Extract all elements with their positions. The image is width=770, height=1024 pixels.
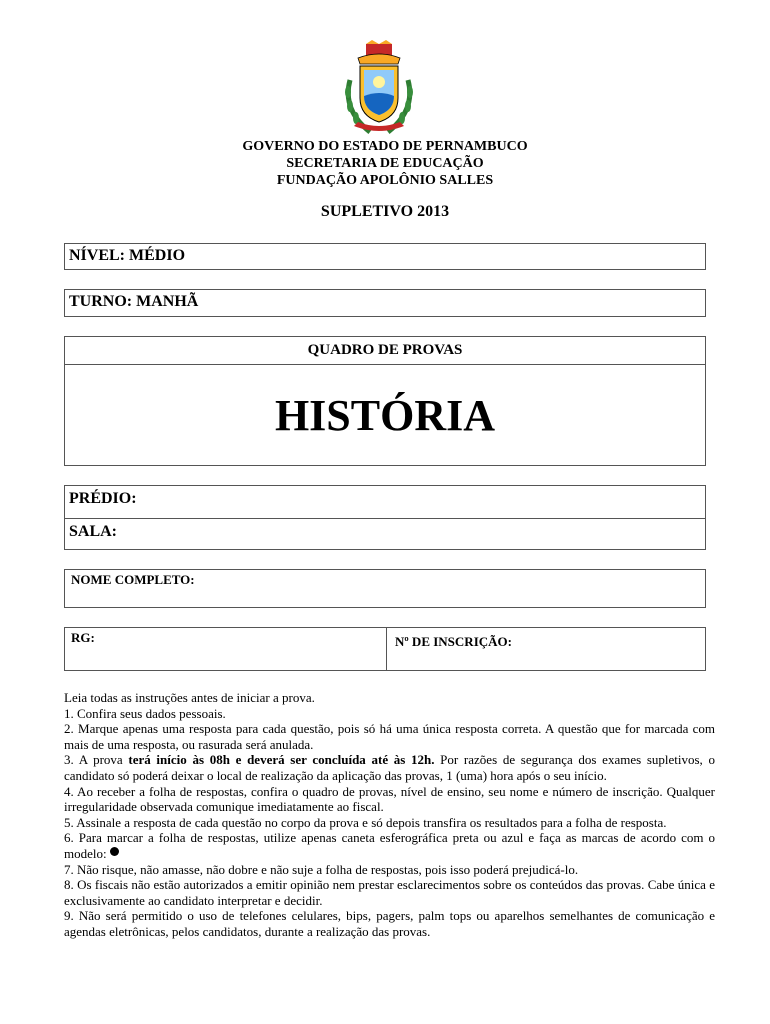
header-foundation: FUNDAÇÃO APOLÔNIO SALLES bbox=[276, 173, 494, 188]
header bbox=[0, 138, 770, 189]
nome-completo-field[interactable] bbox=[64, 569, 706, 608]
instructions-intro: Leia todas as instruções antes de iniciar a prova. bbox=[64, 690, 315, 705]
instruction-9: 9. Não será permitido o uso de telefones celulares, bips, pagers, palm tops ou aparelhos semelhantes de comunicação e agendas eletrônicas, pelos candidatos, durante a realização das provas. bbox=[64, 908, 715, 939]
instruction-2: 2. Marque apenas uma resposta para cada questão, pois só há uma única resposta correta. A questão que for marcada com mais de uma resposta, ou rasurada será anulada. bbox=[64, 721, 715, 752]
turno-label: TURNO: MANHÃ bbox=[69, 293, 199, 310]
location-box bbox=[64, 485, 706, 550]
nivel-label: NÍVEL: MÉDIO bbox=[69, 247, 186, 264]
instruction-3 bbox=[64, 752, 715, 783]
instruction-3-start: 3. A prova bbox=[64, 752, 129, 768]
filled-circle-icon bbox=[110, 847, 119, 856]
predio-label: PRÉDIO: bbox=[69, 490, 137, 507]
instruction-5: 5. Assinale a resposta de cada questão no corpo da prova e só depois transfira os resultados para a folha de resposta. bbox=[64, 814, 667, 830]
instructions bbox=[64, 690, 715, 940]
inscricao-field[interactable] bbox=[387, 628, 705, 670]
id-box bbox=[64, 627, 706, 671]
coat-of-arms-icon bbox=[340, 40, 418, 136]
quadro-label: QUADRO DE PROVAS bbox=[65, 337, 705, 365]
nome-label: NOME COMPLETO: bbox=[71, 572, 195, 587]
instruction-6-text: 6. Para marcar a folha de respostas, utilize apenas caneta esferográfica preta ou azul e faça as marcas de acordo com o modelo: bbox=[64, 830, 715, 861]
instruction-6 bbox=[64, 830, 715, 861]
header-government: GOVERNO DO ESTADO DE PERNAMBUCO bbox=[242, 139, 528, 154]
sala-field[interactable] bbox=[65, 518, 705, 550]
quadro-de-provas bbox=[64, 336, 706, 466]
turno-box bbox=[64, 289, 706, 317]
nivel-box bbox=[64, 243, 706, 270]
predio-field[interactable] bbox=[65, 486, 705, 518]
rg-field[interactable] bbox=[65, 628, 387, 670]
sala-label: SALA: bbox=[69, 523, 118, 540]
instruction-8: 8. Os fiscais não estão autorizados a emitir opinião nem prestar esclarecimentos sobre os conteúdos das provas. Cabe única e exclusivamente ao candidato interpretar e decidir. bbox=[64, 877, 715, 908]
subject-title: HISTÓRIA bbox=[274, 391, 496, 440]
instruction-1: 1. Confira seus dados pessoais. bbox=[64, 705, 226, 721]
rg-label: RG: bbox=[71, 630, 95, 645]
header-secretariat: SECRETARIA DE EDUCAÇÃO bbox=[286, 156, 484, 171]
instruction-4: 4. Ao receber a folha de respostas, confira o quadro de provas, nível de ensino, seu nome e número de inscrição. Qualquer irregularidade observada comunique imediatamente ao fiscal. bbox=[64, 783, 715, 815]
exam-title: SUPLETIVO 2013 bbox=[320, 203, 450, 220]
inscricao-label: Nº DE INSCRIÇÃO: bbox=[395, 634, 512, 649]
instruction-3-end: Por razões de segurança dos exames supletivos, o candidato só poderá deixar o local de realização da aplicação das provas, 1 (uma) hora após o seu início. bbox=[64, 752, 715, 783]
instruction-7: 7. Não risque, não amasse, não dobre e não suje a folha de respostas, pois isso poderá prejudicá-lo. bbox=[64, 861, 579, 877]
instruction-3-schedule: terá início às 08h e deverá ser concluída até às 12h. bbox=[128, 752, 435, 768]
